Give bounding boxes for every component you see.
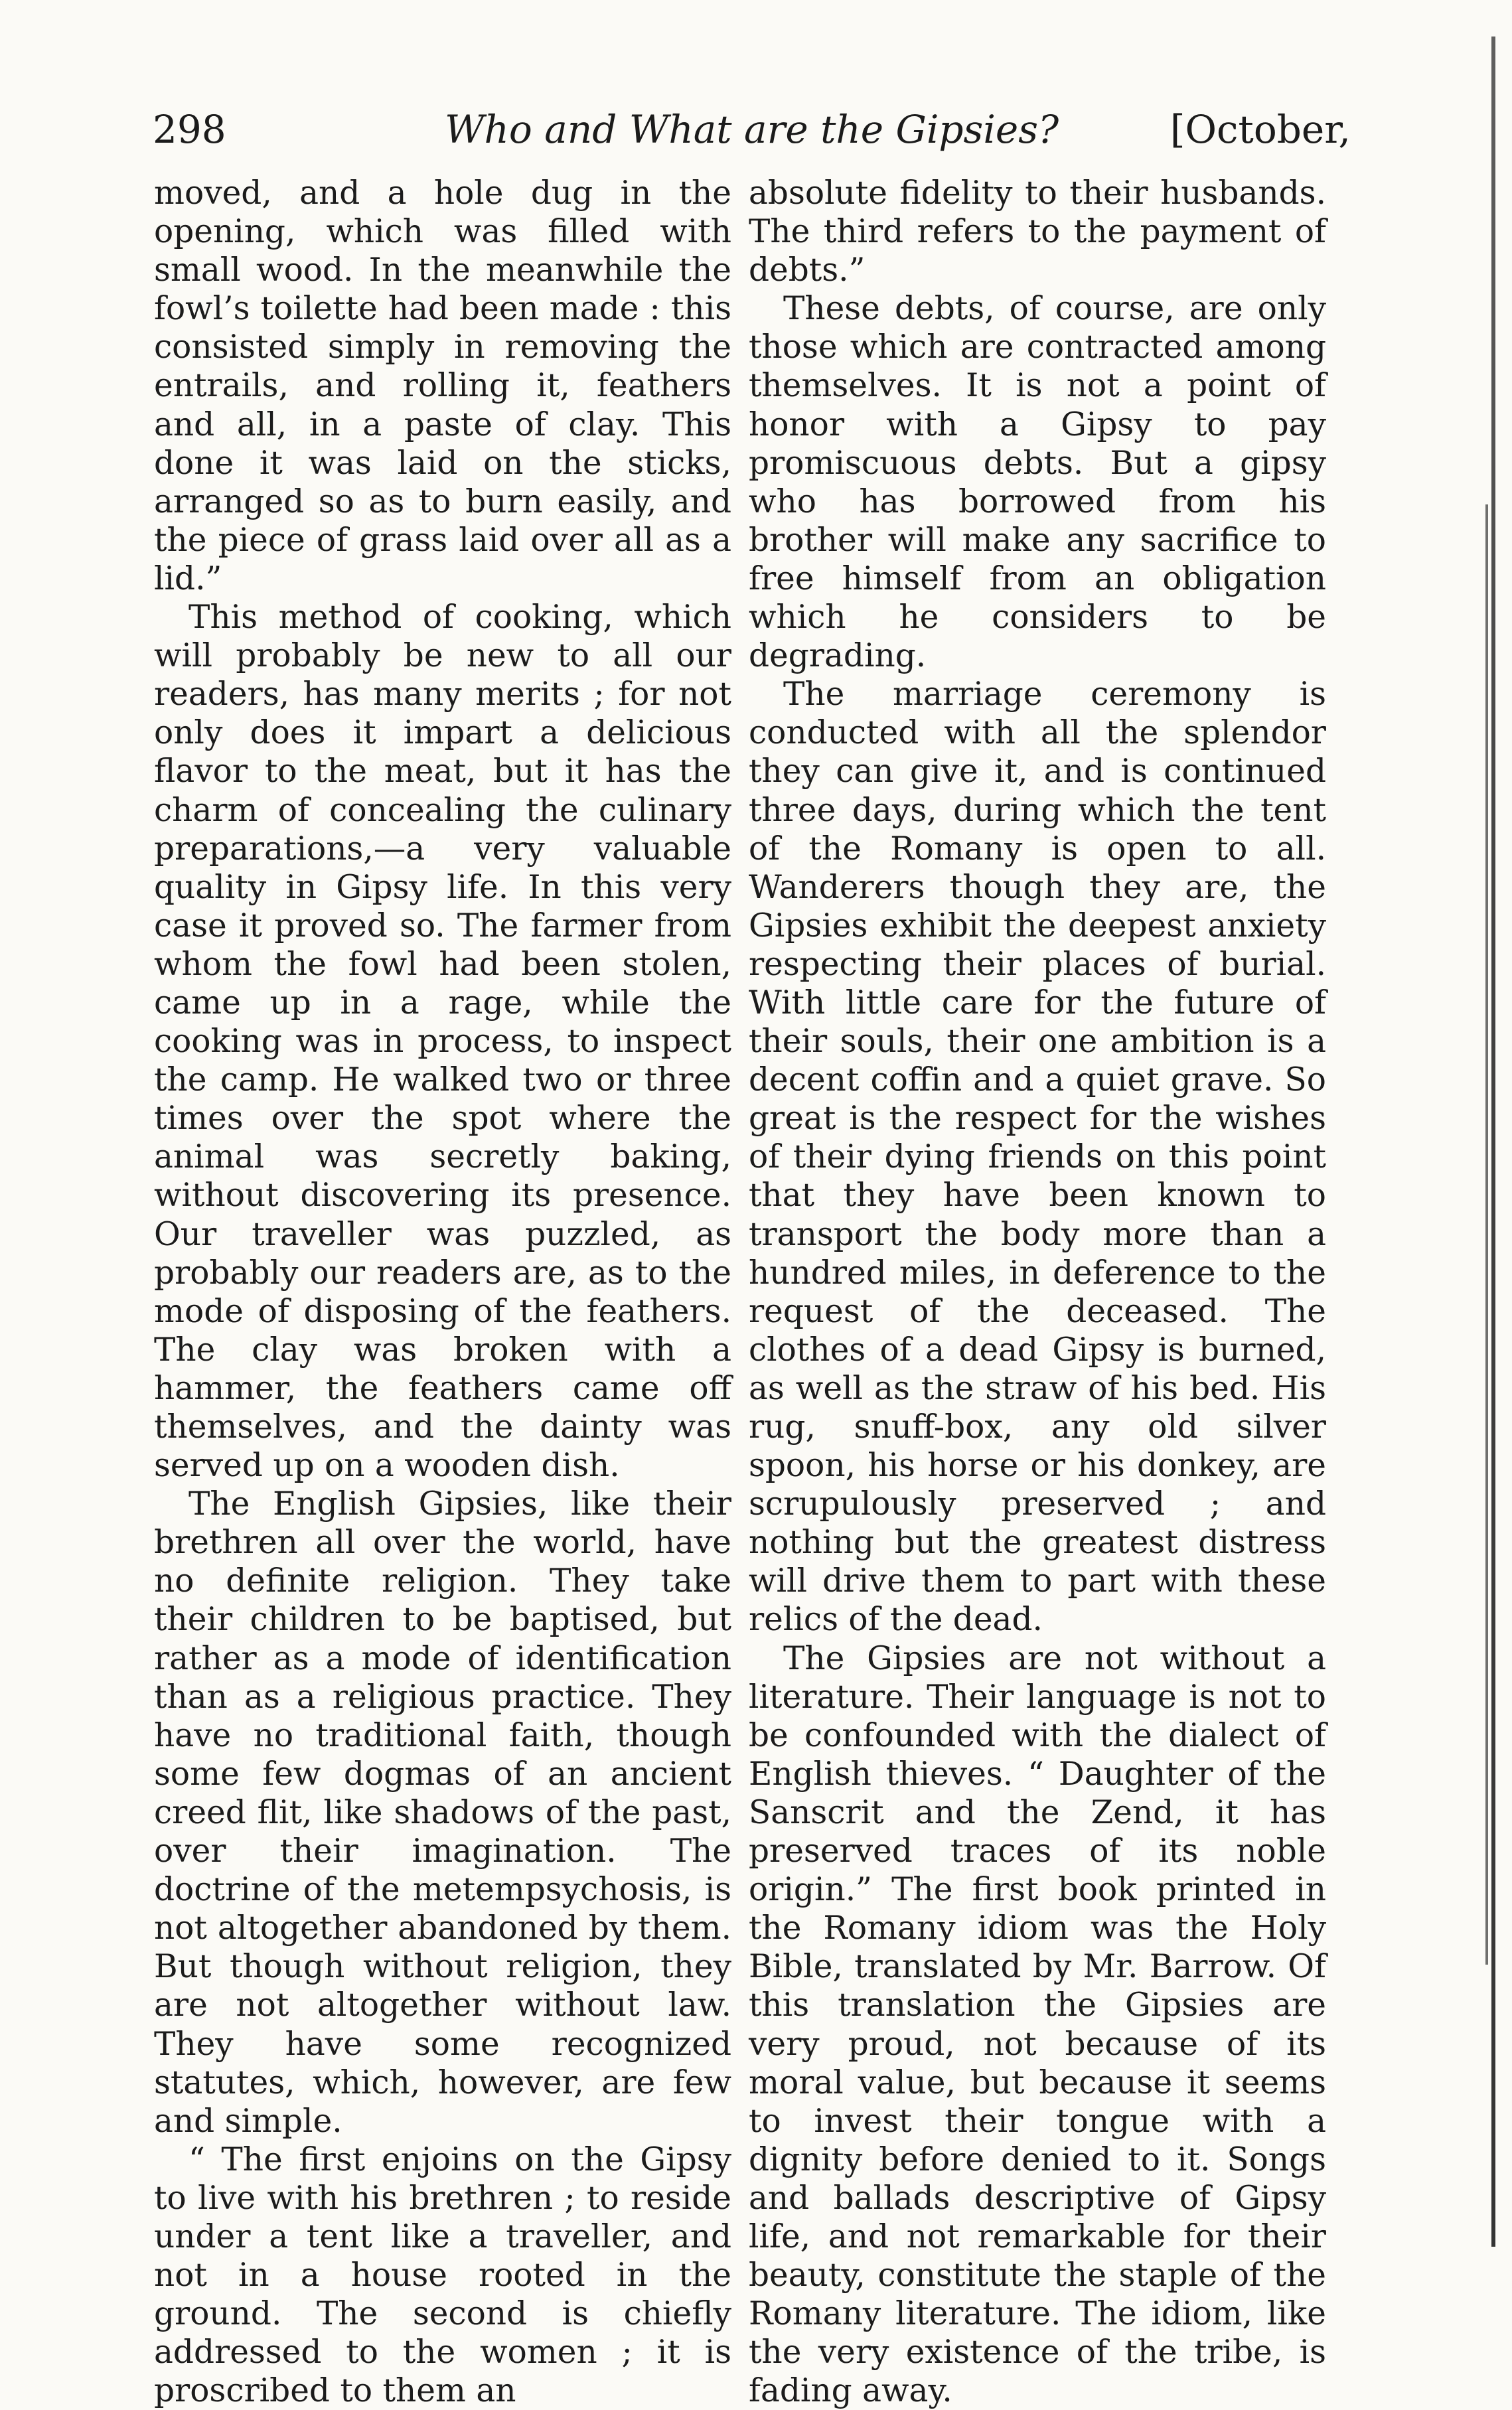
paragraph: The marriage ceremony is conducted with all the splendor they can give it, and is continued three days, during which the tent of the Romany is open to all. Wanderers though they are, the Gipsies exhibit the deepest anxiety respecting their places of burial. With little care for the future of their souls, their one ambition is a decent coffin and a quiet grave. So great is the respect for the wishes of their dying friends on this point that they have been known to transport the body more than a hundred miles, in deference to the request of the deceased. The clothes of a dead Gipsy is burned, as well as the straw of his bed. His rug, snuff-box, any old silver spoon, his horse or his donkey, are scrupulously preserved ; and nothing but the greatest distress will drive them to part with these relics of the dead. (749, 676, 1326, 1639)
paragraph: absolute fidelity to their husbands. The third refers to the payment of debts.” (749, 175, 1326, 289)
running-header (153, 100, 1351, 159)
paragraph: These debts, of course, are only those which are contracted among themselves. It is not a point of honor with a Gipsy to pay promiscuous debts. But a gipsy who has borrowed from his brother will make any sacrifice to free himself from an obligation which he considers to be degrading. (749, 290, 1326, 675)
binding-edge (1491, 37, 1495, 2247)
left-column (154, 174, 731, 2410)
paragraph: The Gipsies are not without a literature. Their language is not to be confounded with the dialect of English thieves. “ Daughter of the Sanscrit and the Zend, it has preserved traces of its noble origin.” The first book printed in the Romany idiom was the Holy Bible, translated by Mr. Barrow. Of this translation the Gipsies are very proud, not because of its moral value, but because it seems to invest their tongue with a dignity before denied to it. Songs and ballads descriptive of Gipsy life, and not remarkable for their beauty, constitute the staple of the Romany literature. The idiom, like the very existence of the tribe, is fading away. (749, 1639, 1326, 2410)
page-number: 298 (153, 107, 226, 152)
binding-edge-inner (1485, 504, 1488, 1965)
paragraph: moved, and a hole dug in the opening, which was filled with small wood. In the meanwhile the fowl’s toilette had been made : this consisted simply in removing the entrails, and rolling it, feathers and all, in a paste of clay. This done it was laid on the sticks, arranged so as to burn easily, and the piece of grass laid over all as a lid.” (154, 175, 731, 597)
running-title: Who and What are the Gipsies? (444, 107, 1059, 152)
issue-month: [October, (1170, 107, 1351, 152)
paragraph: The English Gipsies, like their brethren all over the world, have no definite religion. They take their children to be baptised, but rather as a mode of identification than as a religious practice. They have no traditional faith, though some few dogmas of an ancient creed flit, like shadows of the past, over their imagination. The doctrine of the metempsychosis, is not altogether abandoned by them. But though without religion, they are not altogether without law. They have some recognized statutes, which, however, are few and simple. (154, 1485, 731, 2140)
paragraph: “ The first enjoins on the Gipsy to live with his brethren ; to reside under a tent like a traveller, and not in a house rooted in the ground. The second is chiefly addressed to the women ; it is proscribed to them an (154, 2141, 731, 2410)
right-column (749, 174, 1326, 2410)
paragraph: This method of cooking, which will probably be new to all our readers, has many merits ; for not only does it impart a delicious flavor to the meat, but it has the charm of concealing the culinary preparations,—a very valuable quality in Gipsy life. In this very case it proved so. The farmer from whom the fowl had been stolen, came up in a rage, while the cooking was in process, to inspect the camp. He walked two or three times over the spot where the animal was secretly baking, without discovering its presence. Our traveller was puzzled, as probably our readers are, as to the mode of disposing of the feathers. The clay was broken with a hammer, the feathers came off themselves, and the dainty was served up on a wooden dish. (154, 599, 731, 1485)
